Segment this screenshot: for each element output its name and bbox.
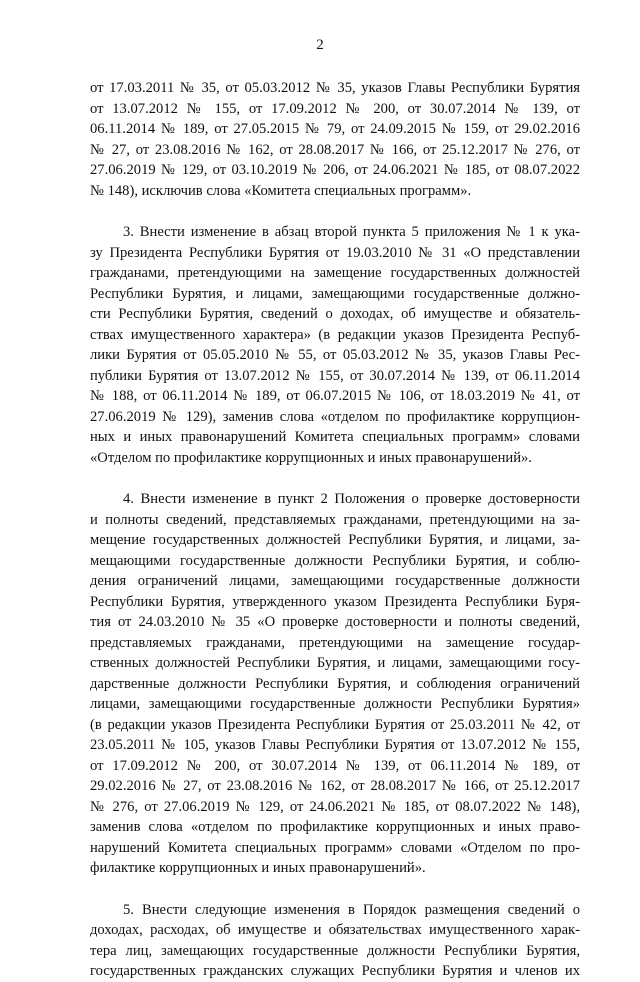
text-line: мещающими государственные должности Республики Бурятия, и соблю- xyxy=(90,552,580,569)
text-line: № 188, от 06.11.2014 № 189, от 06.07.2015 № 106, от 18.03.2019 № 41, от xyxy=(90,388,580,404)
text-line: (в редакции указов Президента Республики Бурятия от 25.03.2011 № 42, от xyxy=(90,716,580,733)
text-line: 29.02.2016 № 27, от 23.08.2016 № 162, от 28.08.2017 № 166, от 25.12.2017 xyxy=(90,778,580,794)
page-number: 2 xyxy=(316,37,324,53)
text-line: государственных гражданских служащих Республики Бурятия и членов их xyxy=(90,963,580,979)
text-line: от 17.03.2011 № 35, от 05.03.2012 № 35, указов Главы Республики Бурятия xyxy=(90,80,580,96)
text-line: от 13.07.2012 № 155, от 17.09.2012 № 200, от 30.07.2014 № 139, от xyxy=(90,100,580,117)
text-line: ных и иных правонарушений Комитета специальных программ» словами xyxy=(90,429,580,445)
paragraph-5-first-line: 5. Внести следующие изменения в Порядок размещения сведений о xyxy=(123,901,580,918)
text-line: и полноты сведений, представляемых гражданами, претендующими на за- xyxy=(90,511,580,528)
text-line: ствах имущественного характера» (в редакции указов Президента Респуб- xyxy=(90,326,580,343)
text-line: зу Президента Республики Бурятия от 19.03.2010 № 31 «О представлении xyxy=(90,244,580,261)
paragraph-3-first-line: 3. Внести изменение в абзац второй пункта 5 приложения № 1 к ука- xyxy=(123,224,580,240)
text-line: «Отделом по профилактике коррупционных и иных правонарушений». xyxy=(90,449,532,466)
text-line: от 17.09.2012 № 200, от 30.07.2014 № 139, от 06.11.2014 № 189, от xyxy=(90,757,580,774)
text-line: 27.06.2019 № 129, от 03.10.2019 № 206, от 24.06.2021 № 185, от 08.07.2022 xyxy=(90,162,580,178)
text-line: 06.11.2014 № 189, от 27.05.2015 № 79, от 24.09.2015 № 159, от 29.02.2016 xyxy=(90,121,580,137)
text-line: ственных должностей Республики Бурятия, и лицами, замещающими госу- xyxy=(90,655,580,671)
text-line: Республики Бурятия, и лицами, замещающими государственные должно- xyxy=(90,285,580,302)
paragraph-gap xyxy=(90,201,580,222)
text-line: тия от 24.03.2010 № 35 «О проверке достоверности и полноты сведений, xyxy=(90,614,580,630)
text-line: публики Бурятия от 13.07.2012 № 155, от 30.07.2014 № 139, от 06.11.2014 xyxy=(90,367,580,384)
text-line: заменив слова «отделом по профилактике коррупционных и иных право- xyxy=(90,819,580,835)
text-line: мещение государственных должностей Республики Бурятия, и лицами, за- xyxy=(90,532,580,548)
text-line: 23.05.2011 № 105, указов Главы Республики Бурятия от 13.07.2012 № 155, xyxy=(90,737,580,753)
text-line: № 148), исключив слова «Комитета специальных программ». xyxy=(90,182,472,199)
text-line: № 27, от 23.08.2016 № 162, от 28.08.2017 № 166, от 25.12.2017 № 276, от xyxy=(90,141,580,158)
document-body xyxy=(90,78,580,982)
text-line: № 276, от 27.06.2019 № 129, от 24.06.2021 № 185, от 08.07.2022 № 148), xyxy=(90,798,580,815)
text-line: сти Республики Бурятия, сведений о доходах, об имуществе и обязатель- xyxy=(90,306,580,322)
text-line: 27.06.2019 № 129), заменив слова «отделом по профилактике коррупцион- xyxy=(90,408,580,425)
text-line: Республики Бурятия, утвержденного указом Президента Республики Буря- xyxy=(90,593,580,610)
text-line: лики Бурятия от 05.05.2010 № 55, от 05.03.2012 № 35, указов Главы Рес- xyxy=(90,347,580,363)
text-line: нарушений Комитета специальных программ» словами «Отделом по про- xyxy=(90,839,580,856)
text-line: дарственные должности Республики Бурятия, и соблюдения ограничений xyxy=(90,675,580,692)
paragraph-4-first-line: 4. Внести изменение в пункт 2 Положения о проверке достоверности xyxy=(123,491,580,507)
paragraph-gap xyxy=(90,468,580,489)
text-line: доходах, расходах, об имуществе и обязательствах имущественного харак- xyxy=(90,922,580,938)
text-line: дения ограничений лицами, замещающими государственные должности xyxy=(90,573,580,589)
text-line: филактике коррупционных и иных правонарушений». xyxy=(90,860,426,876)
paragraph-gap xyxy=(90,879,580,900)
text-line: тера лиц, замещающих государственные должности Республики Бурятия, xyxy=(90,942,580,959)
text-line: гражданами, претендующими на замещение государственных должностей xyxy=(90,265,580,281)
text-line: представляемых гражданами, претендующими на замещение государ- xyxy=(90,634,580,651)
text-line: лицами, замещающими государственные должности Республики Бурятия» xyxy=(90,696,580,712)
